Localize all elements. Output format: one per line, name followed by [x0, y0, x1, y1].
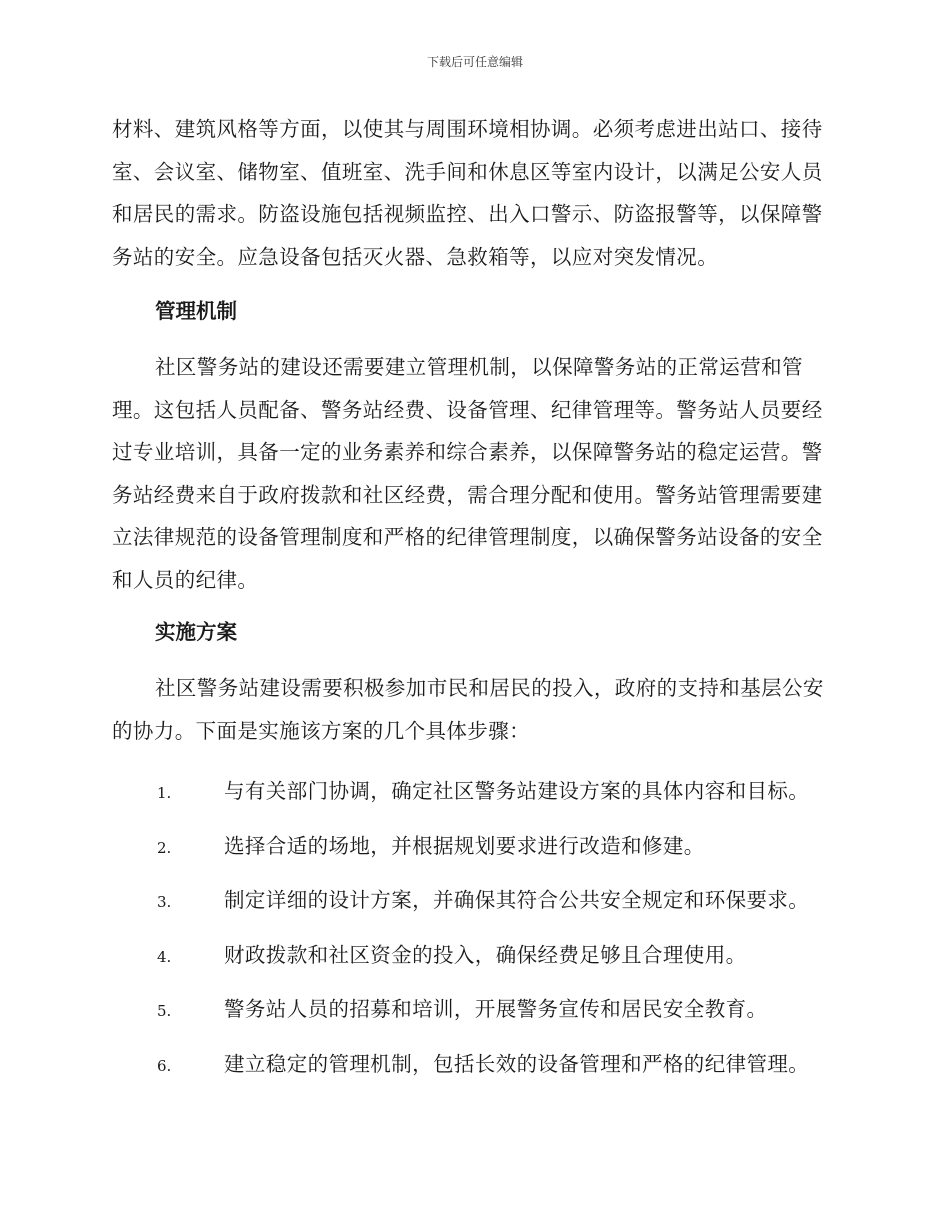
list-item-text: 财政拨款和社区资金的投入，确保经费足够且合理使用。 [224, 942, 747, 967]
list-item [112, 996, 832, 1051]
list-item-text: 警务站人员的招募和培训，开展警务宣传和居民安全教育。 [224, 997, 768, 1021]
list-item-number: 2. [157, 838, 172, 857]
list-item-number: 4. [157, 947, 172, 966]
section-heading-implementation: 实施方案 [155, 620, 237, 644]
document-body [112, 108, 832, 1105]
list-item-number: 5. [157, 1002, 172, 1020]
list-item-number: 1. [157, 784, 172, 802]
section-heading-management: 管理机制 [155, 299, 237, 323]
list-item [112, 1051, 832, 1106]
paragraph-implementation: 社区警务站建设需要积极参加市民和居民的投入，政府的支持和基层公安的协力。下面是实施该方案的几个具体步骤： [112, 676, 824, 743]
list-item-text: 选择合适的场地，并根据规划要求进行改造和修建。 [224, 833, 705, 858]
list-item [112, 942, 832, 997]
steps-list [112, 778, 832, 1105]
list-item [112, 887, 832, 942]
list-item [112, 778, 832, 833]
paragraph-facilities: 材料、建筑风格等方面，以使其与周围环境相协调。必须考虑进出站口、接待室、会议室、储物室、值班室、洗手间和休息区等室内设计，以满足公安人员和居民的需求。防盗设施包括视频监控、出入口警示、防盗报警等，以保障警务站的安全。应急设备包括灭火器、急救箱等，以应对突发情况。 [112, 117, 823, 269]
list-item-number: 3. [157, 893, 172, 911]
paragraph-management: 社区警务站的建设还需要建立管理机制，以保障警务站的正常运营和管理。这包括人员配备、警务站经费、设备管理、纪律管理等。警务站人员要经过专业培训，具备一定的业务素养和综合素养，以保障警务站的稳定运营。警务站经费来自于政府拨款和社区经费，需合理分配和使用。警务站管理需要建立法律规范的设备管理制度和严格的纪律管理制度，以确保警务站设备的安全和人员的纪律。 [112, 355, 823, 592]
list-item-number: 6. [157, 1056, 172, 1075]
page-header: 下载后可任意编辑 [426, 55, 523, 69]
list-item-text: 建立稳定的管理机制，包括长效的设备管理和严格的纪律管理。 [224, 1051, 810, 1076]
list-item [112, 833, 832, 888]
list-item-text: 制定详细的设计方案，并确保其符合公共安全规定和环保要求。 [224, 888, 810, 912]
list-item-text: 与有关部门协调，确定社区警务站建设方案的具体内容和目标。 [224, 779, 810, 803]
